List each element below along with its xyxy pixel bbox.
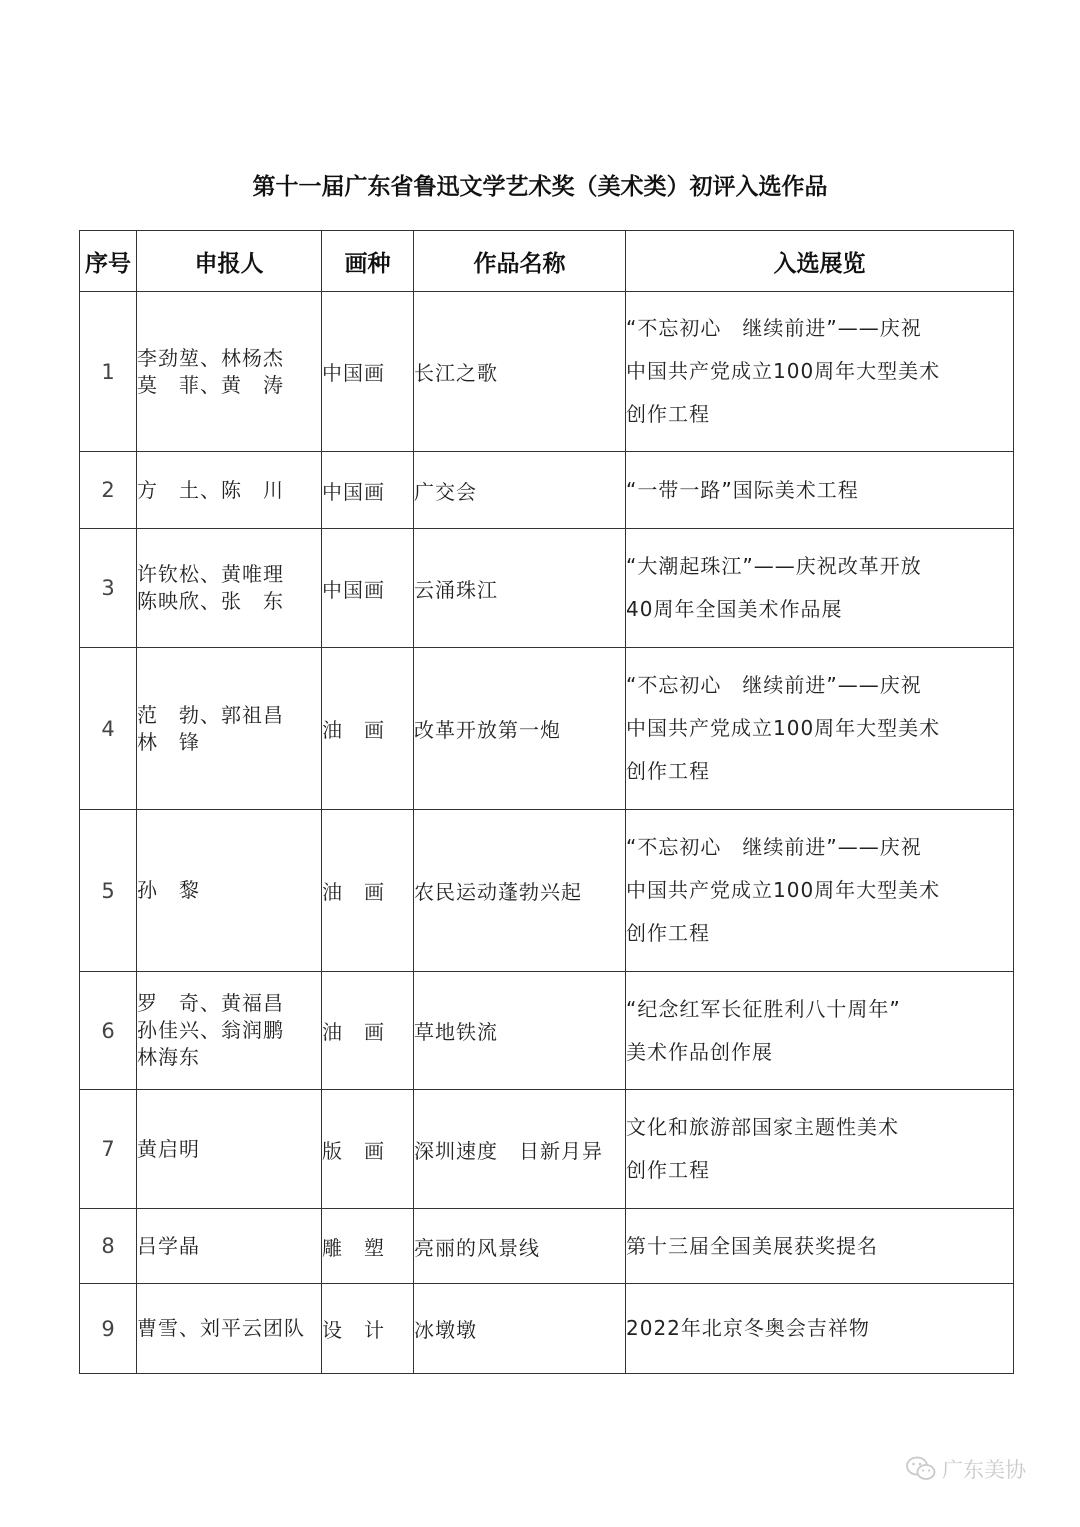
row-number: 7 <box>80 1090 137 1209</box>
row-number: 5 <box>80 810 137 972</box>
exhibition-cell <box>626 1209 1014 1284</box>
applicant-name-line: 林海东 <box>137 1045 200 1069</box>
row-number: 2 <box>80 452 137 529</box>
table-row <box>80 1284 1014 1374</box>
exhibition-line: 创作工程 <box>626 759 710 783</box>
applicant-cell <box>137 972 322 1090</box>
watermark-text: 广东美协 <box>942 1458 1026 1482</box>
exhibition-line: “纪念红军长征胜利八十周年” <box>626 996 901 1021</box>
exhibition-line: 第十三届全国美展获奖提名 <box>626 1233 878 1258</box>
work-title-cell: 亮丽的风景线 <box>414 1209 626 1284</box>
exhibition-cell <box>626 452 1014 529</box>
table-row <box>80 972 1014 1090</box>
genre-cell: 设 计 <box>322 1284 414 1374</box>
work-title-cell: 云涌珠江 <box>414 529 626 648</box>
exhibition-cell <box>626 1284 1014 1374</box>
row-number: 3 <box>80 529 137 648</box>
exhibition-line: 美术作品创作展 <box>626 1039 773 1064</box>
header-work-title: 作品名称 <box>414 231 626 292</box>
work-title-cell: 草地铁流 <box>414 972 626 1090</box>
exhibition-line: “一带一路”国际美术工程 <box>626 477 859 502</box>
applicant-name-line: 孙 黎 <box>137 878 200 902</box>
genre-cell: 中国画 <box>322 292 414 452</box>
genre-cell: 油 画 <box>322 648 414 810</box>
applicant-name-line: 范 勃、郭祖昌 <box>137 702 284 727</box>
work-title-cell: 广交会 <box>414 452 626 529</box>
exhibition-line: “不忘初心 继续前进”——庆祝 <box>626 316 922 340</box>
exhibition-cell <box>626 292 1014 452</box>
applicant-name-line: 孙佳兴、翁润鹏 <box>137 1018 284 1042</box>
work-title-cell: 长江之歌 <box>414 292 626 452</box>
row-number: 9 <box>80 1284 137 1374</box>
row-number: 8 <box>80 1209 137 1284</box>
exhibition-line: 中国共产党成立100周年大型美术 <box>626 716 941 740</box>
header-exhibition: 入选展览 <box>626 231 1014 292</box>
applicant-name-line: 曹雪、刘平云团队 <box>137 1316 305 1340</box>
table-row <box>80 810 1014 972</box>
exhibition-line: 2022年北京冬奥会吉祥物 <box>626 1316 870 1340</box>
genre-cell: 中国画 <box>322 452 414 529</box>
applicant-name-line: 莫 菲、黄 涛 <box>137 372 284 397</box>
wechat-icon <box>906 1456 936 1482</box>
header-genre: 画种 <box>322 231 414 292</box>
work-title-cell: 农民运动蓬勃兴起 <box>414 810 626 972</box>
header-applicant: 申报人 <box>137 231 322 292</box>
exhibition-line: 40周年全国美术作品展 <box>626 597 843 621</box>
exhibition-line: 中国共产党成立100周年大型美术 <box>626 359 941 383</box>
table-row <box>80 529 1014 648</box>
genre-cell: 中国画 <box>322 529 414 648</box>
applicant-name-line: 罗 奇、黄福昌 <box>137 991 284 1015</box>
applicant-cell <box>137 810 322 972</box>
applicant-name-line: 李劲堃、林杨杰 <box>137 345 284 370</box>
exhibition-line: “不忘初心 继续前进”——庆祝 <box>626 835 922 859</box>
row-number: 1 <box>80 292 137 452</box>
exhibition-line: “不忘初心 继续前进”——庆祝 <box>626 673 922 697</box>
work-title-cell: 深圳速度 日新月异 <box>414 1090 626 1209</box>
exhibition-cell <box>626 648 1014 810</box>
exhibition-cell <box>626 1090 1014 1209</box>
exhibition-cell <box>626 529 1014 648</box>
table-row <box>80 648 1014 810</box>
applicant-cell <box>137 452 322 529</box>
applicant-name-line: 陈映欣、张 东 <box>137 589 284 613</box>
table-row <box>80 1090 1014 1209</box>
table-header-row <box>80 231 1014 292</box>
applicant-cell <box>137 529 322 648</box>
table-row <box>80 292 1014 452</box>
header-number: 序号 <box>80 231 137 292</box>
row-number: 4 <box>80 648 137 810</box>
work-title-cell: 冰墩墩 <box>414 1284 626 1374</box>
applicant-name-line: 方 土、陈 川 <box>137 477 284 502</box>
applicant-cell <box>137 292 322 452</box>
exhibition-cell <box>626 810 1014 972</box>
applicant-name-line: 黄启明 <box>137 1136 200 1161</box>
genre-cell: 油 画 <box>322 810 414 972</box>
exhibition-line: 创作工程 <box>626 921 710 945</box>
genre-cell: 版 画 <box>322 1090 414 1209</box>
exhibition-line: 文化和旅游部国家主题性美术 <box>626 1115 899 1139</box>
row-number: 6 <box>80 972 137 1090</box>
applicant-name-line: 许钦松、黄唯理 <box>137 562 284 586</box>
exhibition-line: 创作工程 <box>626 402 710 426</box>
applicant-cell <box>137 1090 322 1209</box>
genre-cell: 雕 塑 <box>322 1209 414 1284</box>
table-row <box>80 452 1014 529</box>
exhibition-line: 中国共产党成立100周年大型美术 <box>626 878 941 902</box>
watermark <box>906 1455 1026 1483</box>
applicant-cell <box>137 1209 322 1284</box>
applicant-name-line: 林 锋 <box>137 729 200 754</box>
work-title-cell: 改革开放第一炮 <box>414 648 626 810</box>
exhibition-cell <box>626 972 1014 1090</box>
applicant-cell <box>137 648 322 810</box>
applicant-name-line: 吕学晶 <box>137 1233 200 1258</box>
document-title: 第十一届广东省鲁迅文学艺术奖（美术类）初评入选作品 <box>252 174 828 200</box>
applicant-cell <box>137 1284 322 1374</box>
genre-cell: 油 画 <box>322 972 414 1090</box>
table-row <box>80 1209 1014 1284</box>
exhibition-line: 创作工程 <box>626 1158 710 1182</box>
selection-table <box>79 230 1014 1374</box>
exhibition-line: “大潮起珠江”——庆祝改革开放 <box>626 554 922 578</box>
